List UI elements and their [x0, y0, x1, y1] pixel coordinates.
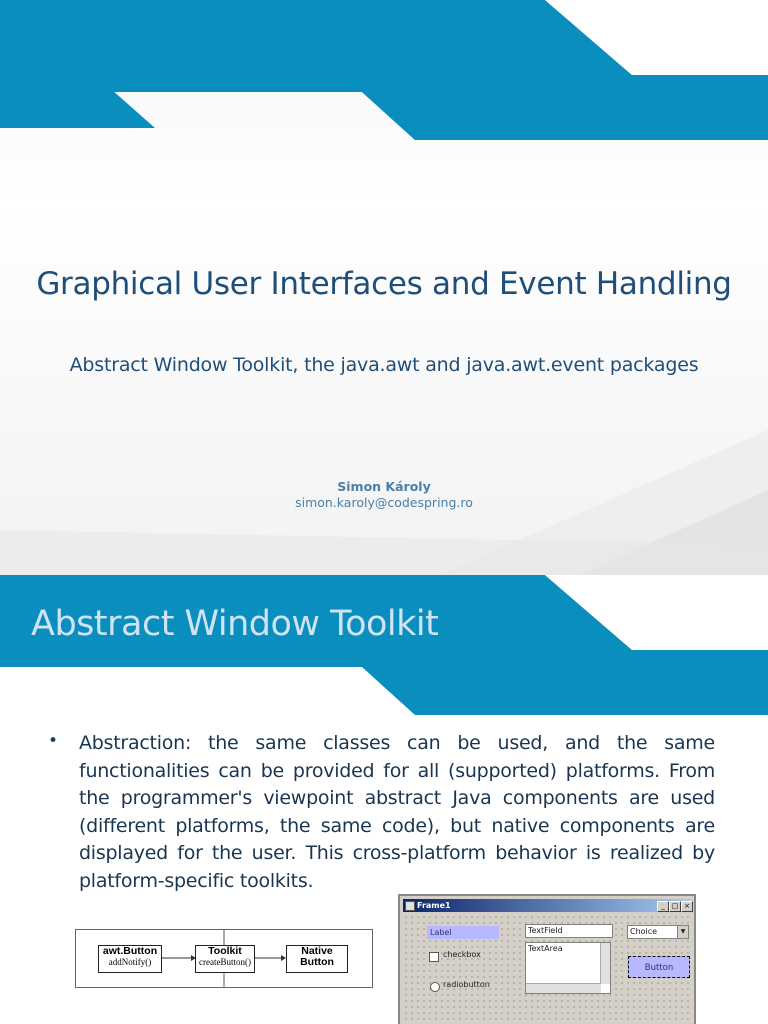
presentation-subtitle: Abstract Window Toolkit, the java.awt and java.awt.event packages — [69, 354, 699, 376]
toolkit-box — [195, 945, 255, 973]
content-slide — [0, 575, 768, 1024]
frame-title: Frame1 — [417, 901, 451, 910]
bullet-text: Abstraction: the same classes can be used, and the same functionalities can be provided for all (supported) platforms. From the programmer's viewpoint abstract Java components are used (different platforms, the same code), but native components are displayed for the user. This cross-platform behavior is realized by platform-specific toolkits. — [79, 732, 715, 892]
author-email: simon.karoly@codespring.ro — [295, 495, 473, 510]
awt-textfield[interactable]: TextField — [525, 924, 613, 938]
author-name: Simon Károly — [337, 479, 431, 494]
chevron-down-icon: ▼ — [677, 926, 688, 938]
textarea-value: TextArea — [528, 944, 563, 953]
frame-titlebar[interactable] — [403, 899, 691, 912]
awt-button-method: addNotify() — [108, 957, 152, 967]
frame-content — [403, 914, 691, 1024]
minimize-icon[interactable]: _ — [657, 901, 669, 912]
awt-textarea[interactable] — [525, 942, 611, 994]
checkbox-label: checkbox — [443, 950, 481, 959]
native-sub: Button — [300, 956, 334, 968]
native-button-box — [286, 945, 348, 973]
frame-window — [398, 894, 696, 1024]
slide-title: Abstract Window Toolkit — [31, 604, 439, 644]
awt-button[interactable]: Button — [628, 956, 690, 978]
presentation-title: Graphical User Interfaces and Event Handling — [36, 266, 732, 302]
choice-value: Choice — [630, 927, 658, 936]
checkbox-box[interactable] — [429, 952, 439, 962]
maximize-icon[interactable]: □ — [669, 901, 681, 912]
awt-label: Label — [427, 926, 499, 939]
awt-button-title: awt.Button — [102, 945, 158, 957]
radio-circle[interactable] — [430, 982, 440, 992]
awt-button-box — [98, 945, 162, 973]
pencil-icon — [405, 901, 415, 911]
vertical-scrollbar[interactable] — [600, 943, 610, 984]
toolkit-diagram — [75, 929, 373, 988]
bullet-marker: • — [48, 731, 59, 751]
toolkit-title: Toolkit — [208, 945, 242, 957]
radiobutton-label: radiobutton — [443, 980, 490, 989]
close-icon[interactable]: × — [681, 901, 693, 912]
horizontal-scrollbar[interactable] — [526, 983, 601, 993]
awt-choice[interactable] — [627, 925, 689, 939]
toolkit-method: createButton() — [199, 957, 251, 967]
native-title: Native — [301, 945, 333, 957]
